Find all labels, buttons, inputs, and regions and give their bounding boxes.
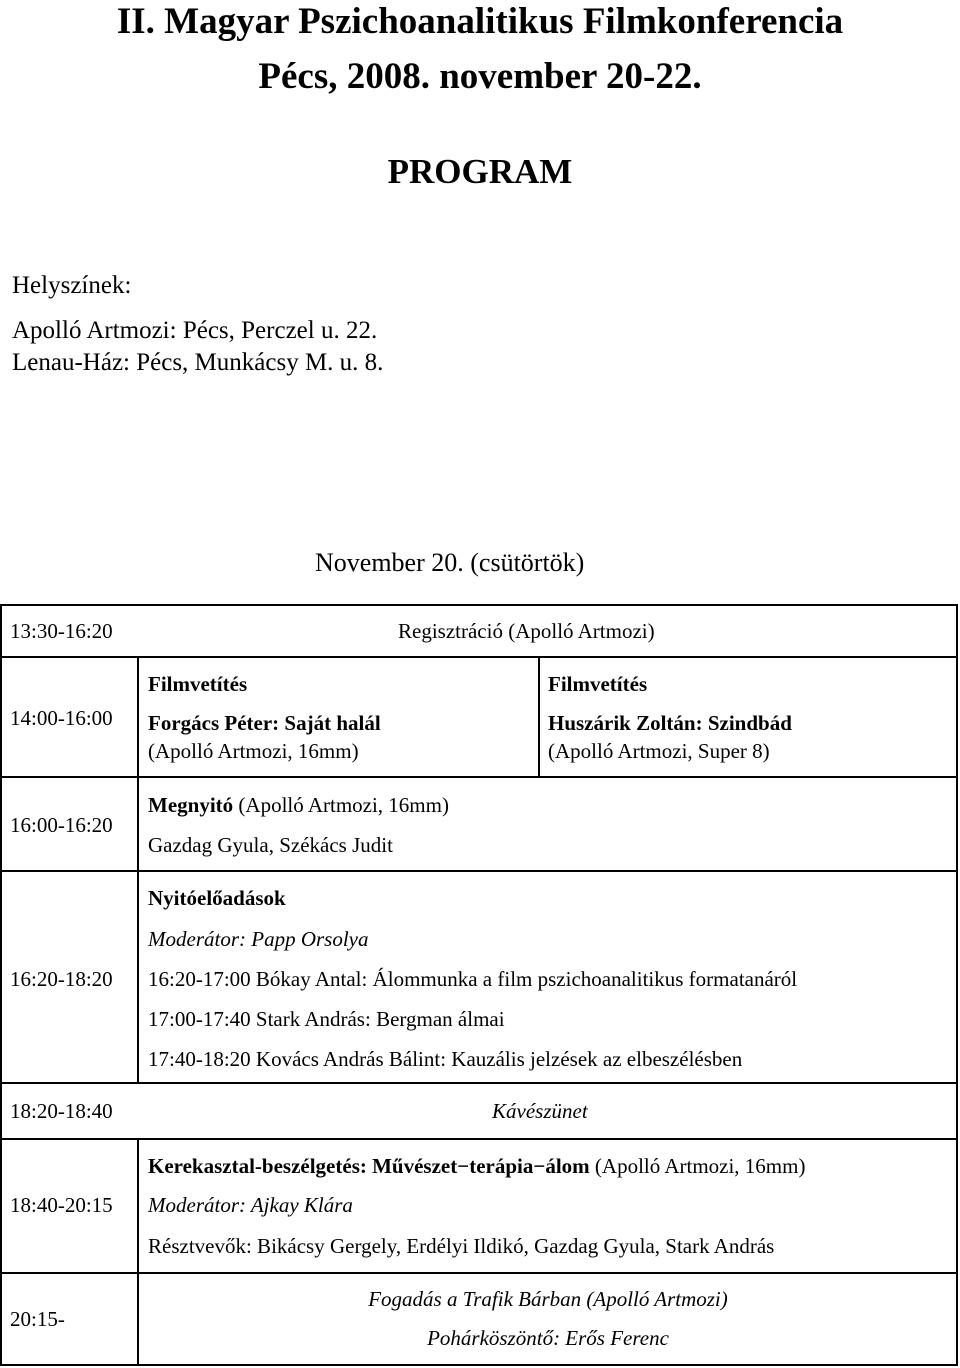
- venue-item: Apolló Artmozi: Pécs, Perczel u. 22.: [12, 317, 378, 344]
- lectures-moderator: Moderátor: Papp Orsolya: [148, 927, 369, 951]
- lecture-item: 16:20-17:00 Bókay Antal: Álommunka a film pszichoanalitikus formatanáról: [148, 967, 798, 991]
- opening-title: Megnyitó: [148, 793, 234, 817]
- opening-speakers: Gazdag Gyula, Székács Judit: [148, 833, 393, 857]
- screening-title: Huszárik Zoltán: Szindbád: [548, 711, 792, 735]
- day-heading: [315, 548, 584, 578]
- schedule-time: 16:20-18:20: [10, 967, 113, 991]
- day-weekday: (csütörtök): [470, 548, 585, 577]
- schedule-time: 16:00-16:20: [10, 813, 113, 837]
- schedule-time: 18:40-20:15: [10, 1193, 113, 1217]
- conference-date: Pécs, 2008. november 20-22.: [258, 56, 702, 97]
- screening-detail: (Apolló Artmozi, Super 8): [548, 739, 770, 763]
- screening-detail: (Apolló Artmozi, 16mm): [148, 739, 359, 763]
- roundtable-participants: Résztvevők: Bikácsy Gergely, Erdélyi Ildikó, Gazdag Gyula, Stark András: [148, 1234, 775, 1258]
- venues-label: Helyszínek:: [12, 272, 132, 299]
- conference-title: II. Magyar Pszichoanalitikus Filmkonferencia: [116, 1, 844, 42]
- toast-text: Pohárköszöntő: Erős Ferenc: [427, 1326, 669, 1350]
- registration-text: Regisztráció (Apolló Artmozi): [398, 619, 655, 643]
- opening-heading: [148, 793, 449, 817]
- screening-title: Forgács Péter: Saját halál: [148, 711, 381, 735]
- schedule-time: 14:00-16:00: [10, 706, 113, 730]
- schedule-time: 20:15-: [10, 1307, 65, 1331]
- roundtable-detail: (Apolló Artmozi, 16mm): [594, 1154, 806, 1178]
- roundtable-moderator: Moderátor: Ajkay Klára: [148, 1193, 353, 1217]
- venue-item: Lenau-Ház: Pécs, Munkácsy M. u. 8.: [12, 349, 384, 376]
- roundtable-heading: [148, 1154, 805, 1178]
- lecture-item: 17:40-18:20 Kovács András Bálint: Kauzális jelzések az elbeszélésben: [148, 1047, 743, 1071]
- lectures-heading: Nyitóelőadások: [148, 886, 286, 910]
- schedule-time: 13:30-16:20: [10, 619, 113, 643]
- coffee-break: Kávészünet: [492, 1099, 588, 1123]
- screening-heading: Filmvetítés: [148, 672, 248, 696]
- lecture-item: 17:00-17:40 Stark András: Bergman álmai: [148, 1007, 505, 1031]
- screening-heading: Filmvetítés: [548, 672, 648, 696]
- schedule-time: 18:20-18:40: [10, 1099, 113, 1123]
- opening-detail: (Apolló Artmozi, 16mm): [238, 793, 449, 817]
- roundtable-title: Kerekasztal-beszélgetés: Művészet−terápia−álom: [148, 1154, 590, 1178]
- reception-text: Fogadás a Trafik Bárban (Apolló Artmozi): [368, 1287, 728, 1311]
- day-date: November 20.: [315, 548, 464, 577]
- program-heading: PROGRAM: [387, 152, 573, 191]
